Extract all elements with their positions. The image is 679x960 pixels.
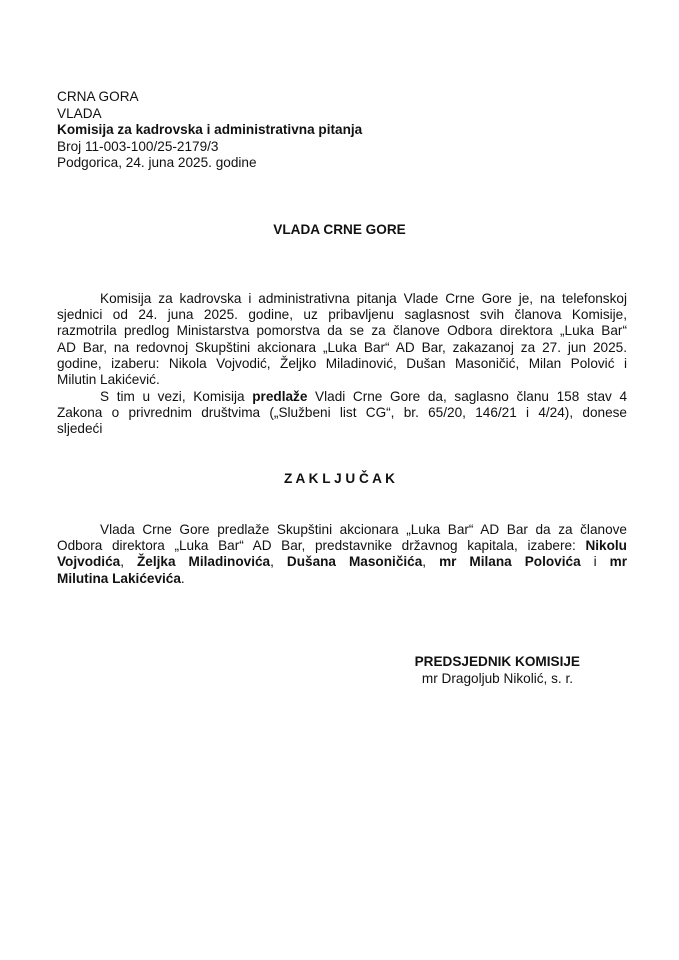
text-segment: ,	[120, 554, 137, 569]
text-segment: i	[593, 554, 610, 569]
signatory-name: mr Dragoljub Nikolić, s. r.	[421, 671, 573, 686]
text-segment: ,	[422, 554, 440, 569]
text-line	[57, 538, 627, 554]
bold-text: mr Milana Polovića	[439, 554, 581, 569]
bold-text: predlaže	[252, 389, 308, 404]
text-line: sljedeći	[57, 421, 103, 436]
conclusion-title: Z A K L J U Č A K	[283, 471, 396, 486]
bold-text: Dušana Masoničića	[286, 554, 423, 569]
document-number: Broj 11-003-100/25-2179/3	[57, 139, 219, 154]
text-line: razmotrila predlog Ministarstva pomorstva da se za članove Odbora direktora „Luka Bar“	[57, 323, 627, 338]
text-segment: ,	[270, 554, 287, 569]
text-segment: S tim u vezi, Komisija	[100, 389, 253, 404]
text-segment: Vladi Crne Gore da, saglasno članu 158 stav 4	[315, 389, 628, 404]
place-date: Podgorica, 24. juna 2025. godine	[57, 155, 257, 170]
addressee-heading: VLADA CRNE GORE	[273, 222, 406, 237]
text-segment: Odbora direktora „Luka Bar“ AD Bar, predstavnike državnog kapitala, izabere:	[57, 538, 586, 553]
text-line	[57, 571, 627, 587]
commission-name: Komisija za kadrovska i administrativna pitanja	[57, 122, 363, 137]
text-line	[57, 554, 627, 570]
text-line: Vlada Crne Gore predlaže Skupštini akcionara „Luka Bar“ AD Bar da za članove	[100, 522, 627, 537]
bold-text: Milutina Lakićevića	[57, 571, 181, 586]
bold-text: Nikolu	[585, 538, 627, 553]
country-name: CRNA GORA	[57, 89, 139, 104]
text-line: Komisija za kadrovska i administrativna pitanja Vlade Crne Gore je, na telefonskoj	[100, 291, 627, 306]
text-line: Zakona o privrednim društvima („Službeni list CG“, br. 65/20, 146/21 i 4/24), donese	[57, 405, 627, 420]
bold-text: mr	[609, 554, 628, 569]
bold-text: Vojvodića	[57, 554, 121, 569]
text-line	[100, 389, 627, 405]
text-line: AD Bar, na redovnoj Skupštini akcionara „Luka Bar“ AD Bar, zakazanoj za 27. jun 2025.	[57, 340, 627, 355]
bold-text: Željka Miladinovića	[136, 554, 271, 569]
signatory-title: PREDSJEDNIK KOMISIJE	[414, 654, 580, 669]
text-segment: .	[180, 571, 185, 586]
text-line: sjednici od 24. juna 2025. godine, uz pribavljenu saglasnost svih članova Komisije,	[57, 307, 627, 322]
text-line: Milutin Lakićević.	[57, 372, 160, 387]
government-name: VLADA	[57, 106, 102, 121]
text-line: godine, izaberu: Nikola Vojvodić, Željko Miladinović, Dušan Masoničić, Milan Polović i	[57, 356, 627, 371]
